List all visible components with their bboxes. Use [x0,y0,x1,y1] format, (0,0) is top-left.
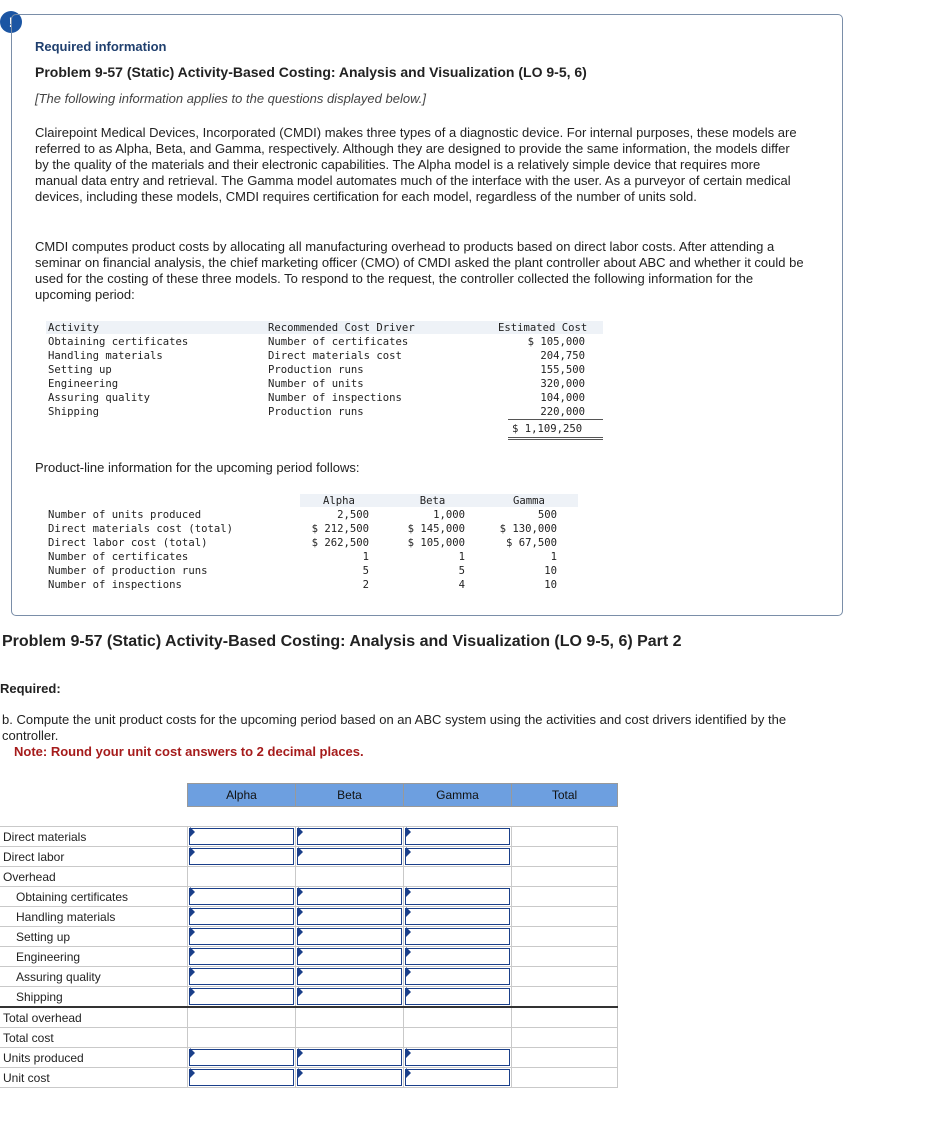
row-label-direct-materials: Direct materials [0,827,188,847]
alpha-unit-cost-input[interactable] [189,1069,294,1086]
row-label-overhead: Overhead [0,867,188,887]
beta-quality-input[interactable] [297,968,402,985]
alpha-total-overhead-cell [188,1007,296,1028]
problem-title: Problem 9-57 (Static) Activity-Based Costing: Analysis and Visualization (LO 9-5, 6) [35,64,587,80]
row-label-units-produced: Units produced [0,1048,188,1068]
beta-shipping-input[interactable] [297,988,402,1005]
activity-name: Setting up [48,364,112,376]
activity-name: Handling materials [48,350,163,362]
row-label-unit-cost: Unit cost [0,1068,188,1088]
row-label-obtaining-certificates: Obtaining certificates [0,887,188,907]
activity-name: Engineering [48,378,119,390]
col-header-alpha: Alpha [188,784,296,807]
product-col-gamma: Gamma [513,495,545,507]
answer-table [0,783,618,1088]
row-label-total-overhead: Total overhead [0,1007,188,1028]
product-row-label: Number of production runs [48,565,208,577]
rounding-note: Note: Round your unit cost answers to 2 decimal places. [14,744,364,759]
question-text: b. Compute the unit product costs for the upcoming period based on an ABC system using the activities and cost drivers identified by the controller. [2,712,787,743]
driver-header: Recommended Cost Driver [268,322,415,334]
activity-driver: Number of inspections [268,392,402,404]
col-header-beta: Beta [296,784,404,807]
alpha-engineering-input[interactable] [189,948,294,965]
alert-icon: ! [0,11,22,33]
activity-cost: 204,750 [540,350,585,362]
product-row-label: Number of units produced [48,509,202,521]
product-col-beta: Beta [419,495,446,507]
row-label-handling-materials: Handling materials [0,907,188,927]
gamma-handling-input[interactable] [405,908,510,925]
applies-note: [The following information applies to the questions displayed below.] [35,91,426,106]
total-unit-cost-cell [512,1068,618,1088]
intro-paragraph-2: CMDI computes product costs by allocating all manufacturing overhead to products based on direct labor costs. After attending a seminar on financial analysis, the chief marketing officer (CMO) of CMDI asked the plant controller about ABC and whether it could be used for the costing of these three models. To respond to the request, the controller collected the following information for the upcoming period: [35,239,804,302]
gamma-value: $ 130,000 [499,523,557,535]
row-label-total-cost: Total cost [0,1028,188,1048]
gamma-total-cost-cell [404,1028,512,1048]
product-row-label: Direct labor cost (total) [48,537,208,549]
gamma-unit-cost-input[interactable] [405,1069,510,1086]
alpha-value: 2,500 [337,509,369,521]
activity-driver: Production runs [268,364,364,376]
beta-value: 1 [458,551,465,563]
gamma-setup-input[interactable] [405,928,510,945]
row-label-setting-up: Setting up [0,927,188,947]
activity-name: Obtaining certificates [48,336,189,348]
beta-total-cost-cell [296,1028,404,1048]
gamma-value: 10 [544,565,557,577]
row-label-direct-labor: Direct labor [0,847,188,867]
part-heading: Problem 9-57 (Static) Activity-Based Costing: Analysis and Visualization (LO 9-5, 6) Part 2 [2,633,682,650]
activity-driver: Number of certificates [268,336,409,348]
total-total-overhead-cell [512,1007,618,1028]
col-header-total: Total [512,784,618,807]
total-certificates-cell [512,887,618,907]
total-handling-cell [512,907,618,927]
gamma-value: 1 [550,551,557,563]
gamma-shipping-input[interactable] [405,988,510,1005]
beta-units-input[interactable] [297,1049,402,1066]
total-engineering-cell [512,947,618,967]
beta-value: 4 [458,579,465,591]
activity-cost: 220,000 [540,406,585,418]
total-shipping-cell [512,987,618,1008]
beta-direct-materials-input[interactable] [297,828,402,845]
alpha-handling-input[interactable] [189,908,294,925]
beta-handling-input[interactable] [297,908,402,925]
total-quality-cell [512,967,618,987]
beta-unit-cost-input[interactable] [297,1069,402,1086]
product-row-label: Number of inspections [48,579,182,591]
product-row-label: Direct materials cost (total) [48,523,233,535]
alpha-certificates-input[interactable] [189,888,294,905]
beta-setup-input[interactable] [297,928,402,945]
gamma-units-input[interactable] [405,1049,510,1066]
gamma-direct-labor-input[interactable] [405,848,510,865]
activity-driver: Production runs [268,406,364,418]
row-label-engineering: Engineering [0,947,188,967]
alpha-value: $ 262,500 [311,537,369,549]
gamma-engineering-input[interactable] [405,948,510,965]
gamma-value: 10 [544,579,557,591]
beta-direct-labor-input[interactable] [297,848,402,865]
total-direct-materials-cell [512,827,618,847]
col-header-gamma: Gamma [404,784,512,807]
activity-cost: 320,000 [540,378,585,390]
beta-engineering-input[interactable] [297,948,402,965]
alpha-value: 5 [362,565,369,577]
gamma-value: 500 [537,509,557,521]
cost-header: Estimated Cost [498,322,588,334]
gamma-direct-materials-input[interactable] [405,828,510,845]
gamma-quality-input[interactable] [405,968,510,985]
activity-name: Assuring quality [48,392,151,404]
alpha-value: 2 [362,579,369,591]
beta-value: 1,000 [433,509,465,521]
required-info-label: Required information [35,39,167,54]
beta-value: $ 105,000 [407,537,465,549]
alpha-direct-materials-input[interactable] [189,828,294,845]
activity-cost: 155,500 [540,364,585,376]
total-setup-cell [512,927,618,947]
gamma-value: $ 67,500 [505,537,557,549]
activity-header: Activity [48,322,100,334]
alpha-shipping-input[interactable] [189,988,294,1005]
row-label-shipping: Shipping [0,987,188,1008]
product-row-label: Number of certificates [48,551,189,563]
total-units-cell [512,1048,618,1068]
beta-value: 5 [458,565,465,577]
beta-total-overhead-cell [296,1007,404,1028]
activity-cost: $ 105,000 [527,336,585,348]
alpha-total-cost-cell [188,1028,296,1048]
alpha-units-input[interactable] [189,1049,294,1066]
gamma-certificates-input[interactable] [405,888,510,905]
alpha-value: 1 [362,551,369,563]
gamma-total-overhead-cell [404,1007,512,1028]
product-intro: Product-line information for the upcoming period follows: [35,460,360,475]
intro-paragraph-1: Clairepoint Medical Devices, Incorporated (CMDI) makes three types of a diagnostic device. For internal purposes, these models are referred to as Alpha, Beta, and Gamma, respectively. Although they are designed to provide the same information, the models differ by the quality of the materials and their electronic capabilities. The Alpha model is a relatively simple device that requires more manual data entry and retrieval. The Gamma model automates much of the interface with the user. As a purveyor of certain medical devices, including these models, CMDI requires certification for each model, regardless of the number of units sold. [35,125,797,204]
alpha-value: $ 212,500 [311,523,369,535]
row-label-assuring-quality: Assuring quality [0,967,188,987]
beta-certificates-input[interactable] [297,888,402,905]
total-total-cost-cell [512,1028,618,1048]
alpha-setup-input[interactable] [189,928,294,945]
total-direct-labor-cell [512,847,618,867]
alpha-quality-input[interactable] [189,968,294,985]
activity-cost: 104,000 [540,392,585,404]
activity-driver: Number of units [268,378,364,390]
product-col-alpha: Alpha [323,495,355,507]
required-label: Required: [0,681,61,696]
beta-value: $ 145,000 [407,523,465,535]
alpha-direct-labor-input[interactable] [189,848,294,865]
activity-total: $ 1,109,250 [512,423,583,435]
activity-driver: Direct materials cost [268,350,402,362]
activity-name: Shipping [48,406,100,418]
